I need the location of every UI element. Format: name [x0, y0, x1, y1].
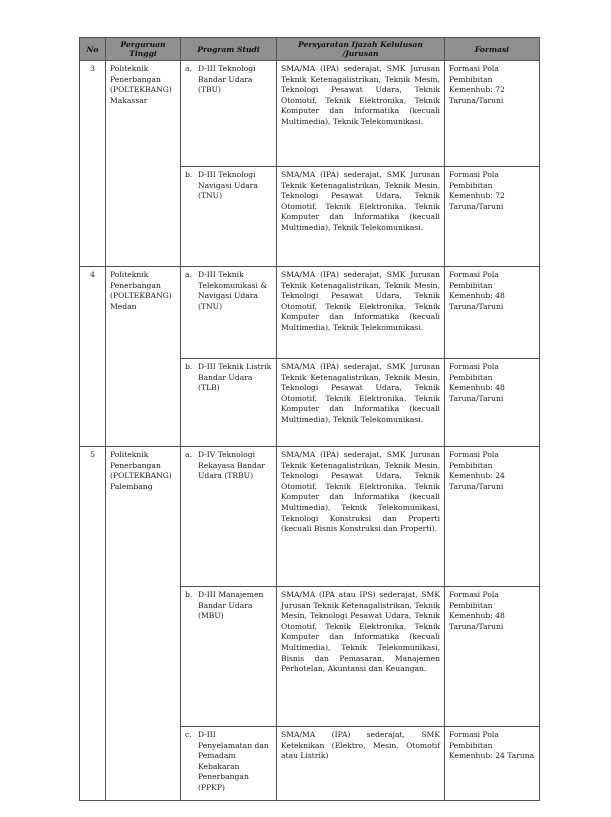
row-number: 5	[80, 447, 106, 801]
program-cell	[181, 267, 277, 359]
program-cell	[181, 587, 277, 727]
row-number: 3	[80, 61, 106, 267]
program-cell	[181, 359, 277, 447]
header-program-studi: Program Studi	[181, 38, 277, 61]
formasi-text: Formasi Pola Pembibitan Kemenhub: 24 Taruna	[445, 727, 540, 801]
program-letter: b.	[185, 170, 193, 179]
college-name: Politeknik Penerbangan (POLTEKBANG) Makassar	[106, 61, 181, 267]
formasi-text: Formasi Pola Pembibitan Kemenhub: 72 Taruna/Taruni	[445, 61, 540, 167]
college-name: Politeknik Penerbangan (POLTEKBANG) Medan	[106, 267, 181, 447]
formasi-text: Formasi Pola Pembibitan Kemenhub: 48 Taruna/Taruni	[445, 359, 540, 447]
header-formasi: Formasi	[445, 38, 540, 61]
program-letter: a.	[185, 64, 192, 73]
program-cell	[181, 61, 277, 167]
program-letter: b.	[185, 362, 193, 371]
program-name: D-III Teknologi Bandar Udara (TBU)	[198, 64, 256, 95]
requirements-table	[79, 37, 540, 801]
formasi-text: Formasi Pola Pembibitan Kemenhub: 72 Taruna/Taruni	[445, 167, 540, 267]
requirement-text: SMA/MA (IPA) sederajat, SMK Jurusan Teknik Ketenagalistrikan, Teknik Mesin, Teknologi Pesawat Udara, Teknik Otomotif, Teknik Elektronika, Teknik Komputer dan Informatika (kecuali Multimedia), Teknik Telekomunikasi, Teknologi Konstruksi dan Properti (kecuali Bisnis Konstruksi dan Properti).	[277, 447, 445, 587]
program-cell	[181, 167, 277, 267]
program-letter: a.	[185, 450, 192, 459]
college-name: Politeknik Penerbangan (POLTEKBANG) Palembang	[106, 447, 181, 801]
header-no: No	[80, 38, 106, 61]
table-row	[80, 61, 540, 167]
requirement-text: SMA/MA (IPA) sederajat, SMK Jurusan Teknik Ketenagalistrikan, Teknik Mesin, Teknologi Pesawat Udara, Teknik Otomotif, Teknik Elektronika, Teknik Komputer dan Informatika (kecuali Multimedia), Teknik Telekomunikasi.	[277, 359, 445, 447]
program-name: D-III Teknik Telekomunikasi & Navigasi Udara (TNU)	[198, 270, 268, 311]
requirement-text: SMA/MA (IPA) sederajat, SMK Keteknikan (Elektro, Mesin, Otomotif atau Listrik)	[277, 727, 445, 801]
header-perguruan-tinggi: Perguruan Tinggi	[106, 38, 181, 61]
header-persyaratan: Persyaratan Ijazah Kelulusan /Jurusan	[277, 38, 445, 61]
program-name: D-III Teknologi Navigasi Udara (TNU)	[198, 170, 258, 201]
formasi-text: Formasi Pola Pembibitan Kemenhub: 48 Taruna/Taruni	[445, 587, 540, 727]
program-cell	[181, 727, 277, 801]
formasi-text: Formasi Pola Pembibitan Kemenhub: 24 Taruna/Taruni	[445, 447, 540, 587]
program-name: D-III Manajemen Bandar Udara (MBU)	[198, 590, 264, 621]
program-letter: a.	[185, 270, 192, 279]
row-number: 4	[80, 267, 106, 447]
table-header-row	[80, 38, 540, 61]
program-letter: b.	[185, 590, 193, 599]
requirement-text: SMA/MA (IPA) sederajat, SMK Jurusan Teknik Ketenagalistrikan, Teknik Mesin, Teknologi Pesawat Udara, Teknik Otomotif, Teknik Elektronika, Teknik Komputer dan Informatika (kecuali Multimedia), Teknik Telekomunikasi.	[277, 267, 445, 359]
program-name: D-III Teknik Listrik Bandar Udara (TLB)	[198, 362, 272, 393]
table-row	[80, 267, 540, 359]
table-row	[80, 447, 540, 587]
formasi-text: Formasi Pola Pembibitan Kemenhub: 48 Taruna/Taruni	[445, 267, 540, 359]
program-name: D-III Penyelamatan dan Pemadam Kebakaran Penerbangan (PPKP)	[198, 730, 269, 792]
program-cell	[181, 447, 277, 587]
program-letter: c.	[185, 730, 192, 739]
program-name: D-IV Teknologi Rekayasa Bandar Udara (TRBU)	[198, 450, 266, 481]
requirement-text: SMA/MA (IPA atau IPS) sederajat, SMK Jurusan Teknik Ketenagalistrikan, Teknik Mesin, Teknologi Pesawat Udara, Teknik Otomotif, Teknik Elektronika, Teknik Komputer dan Informatika (kecuali Multimedia), Teknik Telekomunikasi, Bisnis dan Pemasaran, Manajemen Perhotelan, Akuntansi dan Keuangan.	[277, 587, 445, 727]
requirement-text: SMA/MA (IPA) sederajat, SMK Jurusan Teknik Ketenagalistrikan, Teknik Mesin, Teknologi Pesawat Udara, Teknik Otomotif, Teknik Elektronika, Teknik Komputer dan Informatika (kecuali Multimedia), Teknik Telekomunikasi.	[277, 167, 445, 267]
requirement-text: SMA/MA (IPA) sederajat, SMK Jurusan Teknik Ketenagalistrikan, Teknik Mesin, Teknologi Pesawat Udara, Teknik Otomotif, Teknik Elektronika, Teknik Komputer dan Informatika (kecuali Multimedia), Teknik Telekomunikasi.	[277, 61, 445, 167]
